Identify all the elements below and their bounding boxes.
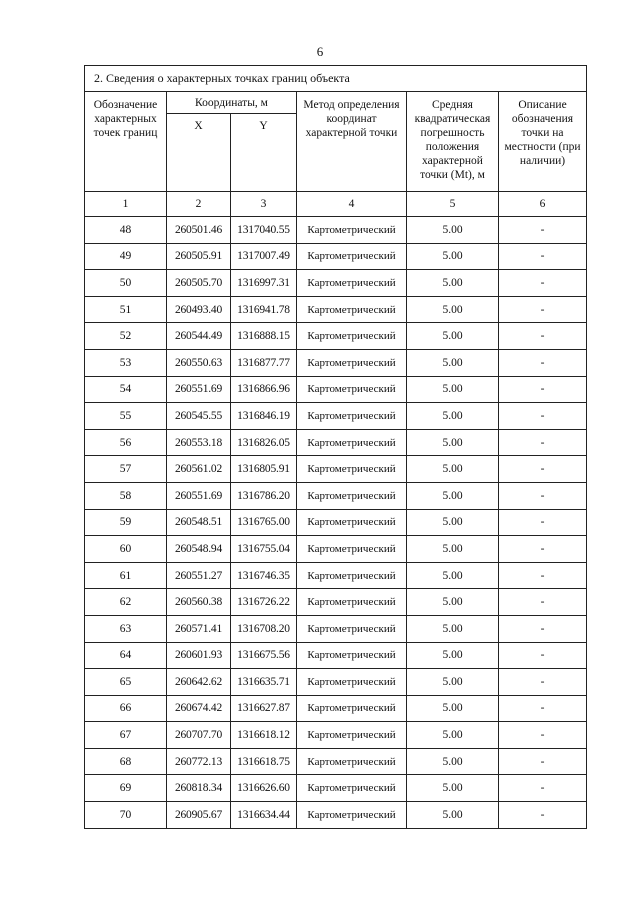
- y-coordinate-cell: 1316627.87: [231, 695, 297, 722]
- description-cell: -: [499, 429, 587, 456]
- point-cell: 51: [85, 296, 167, 323]
- x-coordinate-cell: 260505.91: [167, 243, 231, 270]
- accuracy-cell: 5.00: [407, 615, 499, 642]
- point-cell: 67: [85, 722, 167, 749]
- accuracy-cell: 5.00: [407, 775, 499, 802]
- method-cell: Картометрический: [297, 349, 407, 376]
- header-method: Метод определения координат характерной точки: [297, 92, 407, 192]
- table-body: [85, 217, 587, 829]
- table-row: [85, 243, 587, 270]
- table-row: [85, 775, 587, 802]
- method-cell: Картометрический: [297, 456, 407, 483]
- point-cell: 55: [85, 403, 167, 430]
- description-cell: -: [499, 270, 587, 297]
- method-cell: Картометрический: [297, 376, 407, 403]
- header-point: Обозначение характерных точек границ: [85, 92, 167, 192]
- y-coordinate-cell: 1316618.12: [231, 722, 297, 749]
- description-cell: -: [499, 403, 587, 430]
- description-cell: -: [499, 376, 587, 403]
- table-row: [85, 562, 587, 589]
- point-cell: 65: [85, 669, 167, 696]
- point-cell: 61: [85, 562, 167, 589]
- description-cell: -: [499, 589, 587, 616]
- accuracy-cell: 5.00: [407, 349, 499, 376]
- point-cell: 52: [85, 323, 167, 350]
- y-coordinate-cell: 1316888.15: [231, 323, 297, 350]
- x-coordinate-cell: 260707.70: [167, 722, 231, 749]
- column-number: 4: [297, 192, 407, 217]
- description-cell: -: [499, 669, 587, 696]
- column-number: 5: [407, 192, 499, 217]
- description-cell: -: [499, 456, 587, 483]
- accuracy-cell: 5.00: [407, 802, 499, 829]
- point-cell: 53: [85, 349, 167, 376]
- table-row: [85, 482, 587, 509]
- method-cell: Картометрический: [297, 323, 407, 350]
- description-cell: -: [499, 695, 587, 722]
- method-cell: Картометрический: [297, 775, 407, 802]
- accuracy-cell: 5.00: [407, 748, 499, 775]
- x-coordinate-cell: 260551.69: [167, 376, 231, 403]
- accuracy-cell: 5.00: [407, 376, 499, 403]
- description-cell: -: [499, 349, 587, 376]
- method-cell: Картометрический: [297, 695, 407, 722]
- accuracy-cell: 5.00: [407, 243, 499, 270]
- method-cell: Картометрический: [297, 403, 407, 430]
- table-row: [85, 376, 587, 403]
- accuracy-cell: 5.00: [407, 482, 499, 509]
- x-coordinate-cell: 260545.55: [167, 403, 231, 430]
- y-coordinate-cell: 1316805.91: [231, 456, 297, 483]
- description-cell: -: [499, 536, 587, 563]
- accuracy-cell: 5.00: [407, 642, 499, 669]
- x-coordinate-cell: 260674.42: [167, 695, 231, 722]
- header-y: Y: [231, 114, 297, 192]
- method-cell: Картометрический: [297, 536, 407, 563]
- method-cell: Картометрический: [297, 509, 407, 536]
- x-coordinate-cell: 260548.94: [167, 536, 231, 563]
- table-row: [85, 296, 587, 323]
- method-cell: Картометрический: [297, 642, 407, 669]
- description-cell: -: [499, 509, 587, 536]
- method-cell: Картометрический: [297, 615, 407, 642]
- y-coordinate-cell: 1316826.05: [231, 429, 297, 456]
- x-coordinate-cell: 260550.63: [167, 349, 231, 376]
- table-row: [85, 642, 587, 669]
- x-coordinate-cell: 260493.40: [167, 296, 231, 323]
- point-cell: 66: [85, 695, 167, 722]
- table-row: [85, 536, 587, 563]
- x-coordinate-cell: 260551.27: [167, 562, 231, 589]
- description-cell: -: [499, 243, 587, 270]
- point-cell: 60: [85, 536, 167, 563]
- table-row: [85, 669, 587, 696]
- accuracy-cell: 5.00: [407, 323, 499, 350]
- point-cell: 70: [85, 802, 167, 829]
- table-row: [85, 323, 587, 350]
- header-accuracy: Средняя квадратическая погрешность положения характерной точки (Mt), м: [407, 92, 499, 192]
- point-cell: 50: [85, 270, 167, 297]
- method-cell: Картометрический: [297, 748, 407, 775]
- column-number: 2: [167, 192, 231, 217]
- x-coordinate-cell: 260548.51: [167, 509, 231, 536]
- x-coordinate-cell: 260505.70: [167, 270, 231, 297]
- x-coordinate-cell: 260601.93: [167, 642, 231, 669]
- method-cell: Картометрический: [297, 270, 407, 297]
- accuracy-cell: 5.00: [407, 695, 499, 722]
- table-row: [85, 509, 587, 536]
- accuracy-cell: 5.00: [407, 669, 499, 696]
- y-coordinate-cell: 1316877.77: [231, 349, 297, 376]
- y-coordinate-cell: 1316765.00: [231, 509, 297, 536]
- point-cell: 63: [85, 615, 167, 642]
- x-coordinate-cell: 260560.38: [167, 589, 231, 616]
- y-coordinate-cell: 1316997.31: [231, 270, 297, 297]
- method-cell: Картометрический: [297, 722, 407, 749]
- accuracy-cell: 5.00: [407, 456, 499, 483]
- x-coordinate-cell: 260544.49: [167, 323, 231, 350]
- column-number-row: [85, 192, 587, 217]
- y-coordinate-cell: 1316675.56: [231, 642, 297, 669]
- x-coordinate-cell: 260501.46: [167, 217, 231, 244]
- description-cell: -: [499, 802, 587, 829]
- method-cell: Картометрический: [297, 243, 407, 270]
- method-cell: Картометрический: [297, 217, 407, 244]
- accuracy-cell: 5.00: [407, 270, 499, 297]
- description-cell: -: [499, 775, 587, 802]
- description-cell: -: [499, 748, 587, 775]
- method-cell: Картометрический: [297, 589, 407, 616]
- table-row: [85, 802, 587, 829]
- y-coordinate-cell: 1316634.44: [231, 802, 297, 829]
- x-coordinate-cell: 260551.69: [167, 482, 231, 509]
- description-cell: -: [499, 562, 587, 589]
- section-title: 2. Сведения о характерных точках границ объекта: [85, 66, 587, 92]
- boundary-points-table: [84, 65, 587, 829]
- x-coordinate-cell: 260905.67: [167, 802, 231, 829]
- x-coordinate-cell: 260772.13: [167, 748, 231, 775]
- accuracy-cell: 5.00: [407, 296, 499, 323]
- accuracy-cell: 5.00: [407, 509, 499, 536]
- point-cell: 54: [85, 376, 167, 403]
- x-coordinate-cell: 260553.18: [167, 429, 231, 456]
- y-coordinate-cell: 1316941.78: [231, 296, 297, 323]
- point-cell: 57: [85, 456, 167, 483]
- accuracy-cell: 5.00: [407, 562, 499, 589]
- column-number: 3: [231, 192, 297, 217]
- method-cell: Картометрический: [297, 482, 407, 509]
- accuracy-cell: 5.00: [407, 722, 499, 749]
- x-coordinate-cell: 260818.34: [167, 775, 231, 802]
- method-cell: Картометрический: [297, 562, 407, 589]
- column-number: 6: [499, 192, 587, 217]
- table-row: [85, 456, 587, 483]
- y-coordinate-cell: 1316726.22: [231, 589, 297, 616]
- x-coordinate-cell: 260642.62: [167, 669, 231, 696]
- description-cell: -: [499, 642, 587, 669]
- x-coordinate-cell: 260571.41: [167, 615, 231, 642]
- table-row: [85, 695, 587, 722]
- point-cell: 58: [85, 482, 167, 509]
- point-cell: 69: [85, 775, 167, 802]
- header-description: Описание обозначения точки на местности (при наличии): [499, 92, 587, 192]
- description-cell: -: [499, 217, 587, 244]
- table-row: [85, 270, 587, 297]
- header-x: X: [167, 114, 231, 192]
- table-row: [85, 429, 587, 456]
- accuracy-cell: 5.00: [407, 217, 499, 244]
- table-row: [85, 217, 587, 244]
- table-row: [85, 748, 587, 775]
- point-cell: 68: [85, 748, 167, 775]
- y-coordinate-cell: 1316755.04: [231, 536, 297, 563]
- y-coordinate-cell: 1317007.49: [231, 243, 297, 270]
- y-coordinate-cell: 1316626.60: [231, 775, 297, 802]
- table-row: [85, 349, 587, 376]
- description-cell: -: [499, 296, 587, 323]
- y-coordinate-cell: 1316618.75: [231, 748, 297, 775]
- description-cell: -: [499, 482, 587, 509]
- method-cell: Картометрический: [297, 669, 407, 696]
- point-cell: 59: [85, 509, 167, 536]
- method-cell: Картометрический: [297, 296, 407, 323]
- point-cell: 64: [85, 642, 167, 669]
- y-coordinate-cell: 1316635.71: [231, 669, 297, 696]
- point-cell: 48: [85, 217, 167, 244]
- accuracy-cell: 5.00: [407, 536, 499, 563]
- y-coordinate-cell: 1316866.96: [231, 376, 297, 403]
- method-cell: Картометрический: [297, 802, 407, 829]
- accuracy-cell: 5.00: [407, 589, 499, 616]
- table-row: [85, 722, 587, 749]
- point-cell: 56: [85, 429, 167, 456]
- point-cell: 62: [85, 589, 167, 616]
- x-coordinate-cell: 260561.02: [167, 456, 231, 483]
- y-coordinate-cell: 1316746.35: [231, 562, 297, 589]
- table-row: [85, 589, 587, 616]
- header-coordinates: Координаты, м: [167, 92, 297, 114]
- page-number: 6: [316, 44, 324, 59]
- description-cell: -: [499, 323, 587, 350]
- y-coordinate-cell: 1316846.19: [231, 403, 297, 430]
- method-cell: Картометрический: [297, 429, 407, 456]
- description-cell: -: [499, 722, 587, 749]
- point-cell: 49: [85, 243, 167, 270]
- description-cell: -: [499, 615, 587, 642]
- table-row: [85, 403, 587, 430]
- accuracy-cell: 5.00: [407, 429, 499, 456]
- y-coordinate-cell: 1317040.55: [231, 217, 297, 244]
- table-row: [85, 615, 587, 642]
- y-coordinate-cell: 1316708.20: [231, 615, 297, 642]
- accuracy-cell: 5.00: [407, 403, 499, 430]
- y-coordinate-cell: 1316786.20: [231, 482, 297, 509]
- column-number: 1: [85, 192, 167, 217]
